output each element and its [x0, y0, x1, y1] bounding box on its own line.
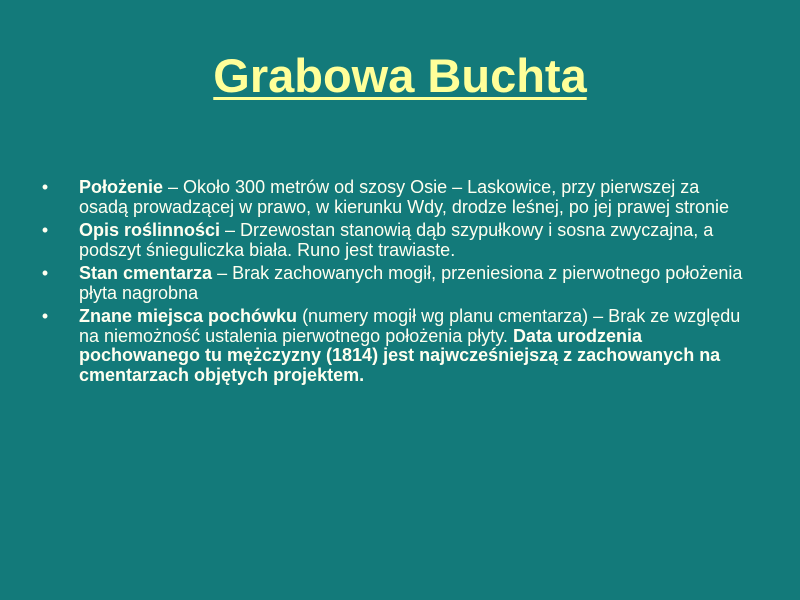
bullet-icon: • [41, 220, 49, 240]
bullet-icon: • [41, 306, 49, 326]
slide-title-text: Grabowa Buchta [213, 49, 587, 102]
bullet-emphasis-text: Data urodzenia pochowanego tu mężczyzny (1814) jest najwcześniejszą z zachowanych na cmentarzach objętych projektem. [79, 325, 721, 385]
bullet-text: – Drzewostan stanowią dąb szypułkowy i sosna zwyczajna, a podszyt śnieguliczka biała. Runo jest trawiaste. [79, 220, 714, 260]
bullet-icon: • [41, 263, 49, 283]
bullet-term: Stan cmentarza [79, 263, 213, 283]
bullet-item-cemetery-state [38, 264, 750, 303]
bullet-icon: • [41, 177, 49, 197]
bullet-text: – Około 300 metrów od szosy Osie – Laskowice, przy pierwszej za osadą prowadzącej w prawo, w kierunku Wdy, drodze leśnej, po jej prawej stronie [79, 177, 729, 217]
bullet-term: Opis roślinności [79, 220, 221, 240]
bullet-term: Znane miejsca pochówku [79, 306, 298, 326]
bullet-text: (numery mogił wg planu cmentarza) – Brak ze względu na niemożność ustalenia pierwotnego położenia płyty. [79, 306, 741, 346]
bullet-item-vegetation [38, 221, 750, 260]
bullet-list [38, 178, 750, 389]
bullet-text: – Brak zachowanych mogił, przeniesiona z pierwotnego położenia płyta nagrobna [79, 263, 743, 303]
slide-title [0, 46, 800, 106]
bullet-item-burials [38, 307, 750, 385]
bullet-term: Położenie [79, 177, 164, 197]
bullet-item-location [38, 178, 750, 217]
